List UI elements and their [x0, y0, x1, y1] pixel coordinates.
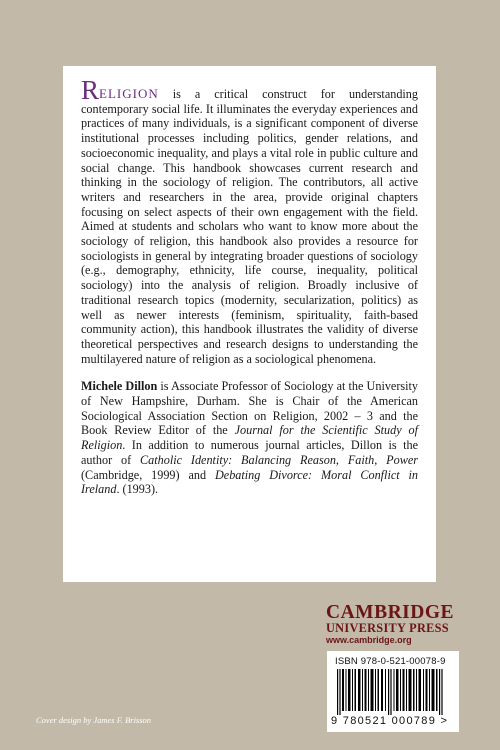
barcode-digits: 9 780521 000789 >	[331, 715, 449, 727]
description-text: is a critical construct for understanding contemporary social life. It illuminates the everyday experiences and practices of many individuals, is a significant component of diverse institutional processes including politics, gender relations, and socioeconomic inequality, and plays a vital role in public culture and social change. This handbook showcases current research and thinking in the sociology of religion. The contributors, all active writers and researchers in the area, provide original chapters focusing on select aspects of their own engagement with the field. Aimed at students and scholars who want to know more about the sociology of religion, this handbook also provides a resource for sociologists in general by integrating broader questions of sociology (e.g., demography, ethnicity, life course, inequality, political sociology) into the analysis of religion. Broadly inclusive of traditional research topics (modernity, secularization, politics) as well as newer interests (feminism, spirituality, faith-based community action), this handbook illustrates the validity of diverse theoretical perspectives and research designs to understanding the multilayered nature of religion as a sociological phenomena.	[81, 87, 418, 366]
bio-text-4: . (1993).	[116, 482, 159, 497]
dropcap-letter: R	[81, 75, 100, 105]
bio-text-1: is Associate Professor of Sociology at the University of New Hampshire, Durham. She is Chair of the American Sociological Association Section on Religion, 2002 – 3 and the Book Review Editor of the	[81, 379, 418, 438]
dropcap-word-rest: ELIGION	[99, 86, 159, 101]
author-bio	[81, 379, 418, 497]
book-title-2: Debating Divorce: Moral Conflict in Ireland	[81, 467, 418, 497]
author-name: Michele Dillon	[81, 379, 158, 394]
barcode-icon	[335, 669, 453, 715]
publisher-logo	[326, 603, 456, 646]
bio-text-3: (Cambridge, 1999) and	[81, 467, 215, 482]
description-panel	[63, 66, 436, 582]
book-title-1: Catholic Identity: Balancing Reason, Faith, Power	[140, 452, 418, 467]
publisher-name: CAMBRIDGE	[326, 602, 455, 623]
bio-text-2: . In addition to numerous journal articles, Dillon is the author of	[81, 438, 418, 467]
publisher-subtitle: UNIVERSITY PRESS	[326, 621, 449, 635]
cover-design-credit: Cover design by James F. Brisson	[36, 715, 152, 725]
book-description	[81, 75, 418, 366]
journal-title: Journal for the Scientific Study of Religion	[81, 423, 418, 453]
isbn-label: ISBN 978-0-521-00078-9	[335, 656, 446, 667]
isbn-barcode-box	[327, 651, 459, 732]
publisher-url: www.cambridge.org	[326, 635, 412, 645]
